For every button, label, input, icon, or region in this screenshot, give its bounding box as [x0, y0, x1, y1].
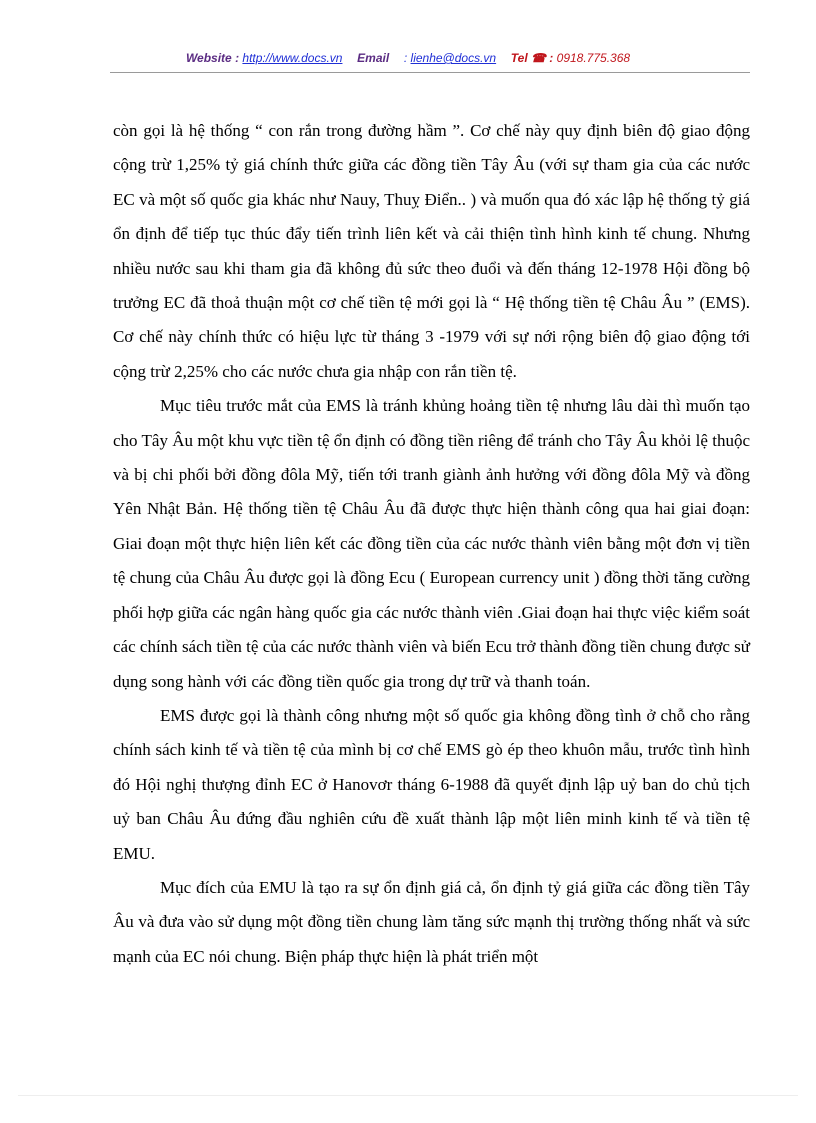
- website-link[interactable]: http://www.docs.vn: [242, 51, 343, 65]
- email-label: Email: [357, 51, 390, 65]
- email-link[interactable]: lienhe@docs.vn: [410, 51, 497, 65]
- paragraph-4: Mục đích của EMU là tạo ra sự ổn định giá cả, ổn định tỷ giá giữa các đồng tiền Tây Âu và đưa vào sử dụng một đồng tiền chung làm tăng sức mạnh thị trường thống nhất và sức mạnh của EC nói chung. Biện pháp thực hiện là phát triển một: [113, 877, 750, 966]
- email-separator: :: [403, 51, 408, 65]
- document-body: [113, 114, 750, 974]
- website-label: Website :: [185, 51, 240, 65]
- header-divider: [110, 72, 750, 73]
- paragraph-1: còn gọi là hệ thống “ con rắn trong đường hầm ”. Cơ chế này quy định biên độ giao động cộng trừ 1,25% tỷ giá chính thức giữa các đồng tiền Tây Âu (với sự tham gia của các nước EC và một số quốc gia khác như Nauy, Thuỵ Điển.. ) và muốn qua đó xác lập hệ thống tỷ giá ổn định để tiếp tục thúc đẩy tiến trình liên kết và cải thiện tình hình kinh tế chung. Nhưng nhiều nước sau khi tham gia đã không đủ sức theo đuổi và đến tháng 12-1978 Hội đồng bộ trưởng EC đã thoả thuận một cơ chế tiền tệ mới gọi là “ Hệ thống tiền tệ Châu Âu ” (EMS). Cơ chế này chính thức có hiệu lực từ tháng 3 -1979 với sự nới rộng biên độ giao động tới cộng trừ 2,25% cho các nước chưa gia nhập con rắn tiền tệ.: [113, 121, 750, 381]
- paragraph-3: EMS được gọi là thành công nhưng một số quốc gia không đồng tình ở chỗ cho rằng chính sách kinh tế và tiền tệ của mình bị cơ chế EMS gò ép theo khuôn mẫu, trước tình hình đó Hội nghị thượng đỉnh EC ở Hanovơr tháng 6-1988 đã quyết định lập uỷ ban do chủ tịch uỷ ban Châu Âu đứng đầu nghiên cứu đề xuất thành lập một liên minh kinh tế và tiền tệ EMU.: [113, 705, 750, 863]
- tel-label: Tel ☎ :: [510, 51, 554, 65]
- footer-divider: [18, 1095, 798, 1096]
- phone-number: 0918.775.368: [556, 51, 631, 65]
- paragraph-2: Mục tiêu trước mắt của EMS là tránh khủng hoảng tiền tệ nhưng lâu dài thì muốn tạo cho Tây Âu một khu vực tiền tệ ổn định có đồng tiền riêng để tránh cho Tây Âu khỏi lệ thuộc và bị chi phối bởi đồng đôla Mỹ, tiến tới tranh giành ảnh hưởng với đồng đôla Mỹ và đồng Yên Nhật Bản. Hệ thống tiền tệ Châu Âu đã được thực hiện thành công qua hai giai đoạn: Giai đoạn một thực hiện liên kết các đồng tiền của các nước thành viên bằng một đơn vị tiền tệ chung của Châu Âu được gọi là đồng Ecu ( European currency unit ) đồng thời tăng cường phối hợp giữa các ngân hàng quốc gia các nước thành viên .Giai đoạn hai thực việc kiểm soát các chính sách tiền tệ của các nước thành viên và biến Ecu trở thành đồng tiền chung được sử dụng song hành với các đồng tiền quốc gia trong dự trữ và thanh toán.: [113, 396, 750, 691]
- page-header: [0, 51, 816, 65]
